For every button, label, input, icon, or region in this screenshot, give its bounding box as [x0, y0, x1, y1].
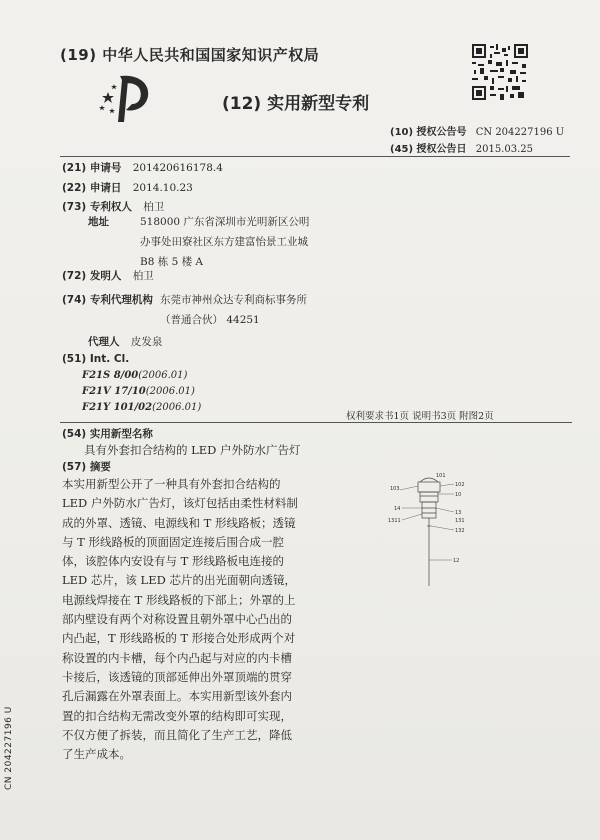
address-label: 地址	[88, 216, 109, 228]
agency: 东莞市神州众达专利商标事务所（普通合伙） 44251	[160, 294, 307, 326]
filing-date-row	[62, 180, 193, 195]
drawing-label: 103	[390, 486, 400, 492]
drawing-label: 13	[455, 510, 462, 516]
drawing-label: 131	[455, 518, 465, 524]
agent-row	[88, 334, 162, 349]
lamp-drawing	[380, 468, 480, 588]
ipc-label: (51) Int. Cl.	[62, 353, 130, 365]
ipc-year: (2006.01)	[152, 402, 202, 413]
document-type-title: (12) 实用新型专利	[222, 94, 370, 114]
grant-number-label: (10) 授权公告号	[390, 127, 467, 138]
page-counts: 权利要求书1页 说明书3页 附图2页	[346, 411, 494, 422]
filing-date-label: (22) 申请日	[62, 182, 122, 194]
office-name: (19) 中华人民共和国国家知识产权局	[60, 46, 320, 64]
agent: 皮发泉	[130, 336, 163, 348]
drawing-label: 14	[394, 506, 401, 512]
grant-date-row	[390, 140, 533, 155]
drawing-label: 10	[455, 492, 462, 498]
abstract-text: 本实用新型公开了一种具有外套扣合结构的 LED 户外防水广告灯，该灯包括由柔性材料制成的外罩、透镜、电源线和 T 形线路板；透镜与 T 形线路板的顶面固定连接后围合成一腔体，该腔体内安设有与 T 形线路板电连接的 LED 芯片，该 LED 芯片的出光面朝向透镜，电源线焊接在 T 形线路板的下部上；外罩的上部内壁设有两个对称设置且朝外罩中心凸出的内凸起，T 形线路板的 T 形接合处形成两个对称设置的内卡槽，每个内凸起与对应的内卡槽卡接后，该透镜的顶部延伸出外罩顶端的贯穿孔后漏露在外罩表面上。本实用新型该外套内置的扣合结构无需改变外罩的结构即可实现，不仅方便了拆装，而且简化了生产工艺，降低了生产成本。	[62, 477, 298, 762]
patentee-label: (73) 专利权人	[62, 201, 132, 213]
abstract-label: (57) 摘要	[62, 461, 111, 473]
application-number-label: (21) 申请号	[62, 162, 122, 174]
grant-date: 2015.03.25	[475, 144, 533, 155]
title-label: (54) 实用新型名称	[62, 428, 153, 440]
inventor: 柏卫	[132, 270, 154, 282]
sipo-logo-icon	[98, 72, 156, 124]
ipc-code: F21S 8/00	[82, 370, 139, 381]
ipc-row	[82, 402, 201, 413]
grant-date-label: (45) 授权公告日	[390, 144, 467, 155]
drawing-label: 132	[455, 528, 465, 534]
ipc-row	[82, 370, 187, 381]
filing-date: 2014.10.23	[132, 182, 193, 194]
header-divider	[60, 156, 570, 157]
application-number-row	[62, 160, 223, 175]
grant-number: CN 204227196 U	[475, 127, 565, 138]
application-number: 201420616178.4	[132, 162, 223, 174]
inventor-row	[62, 268, 154, 283]
grant-number-row	[390, 123, 564, 138]
ipc-code: F21Y 101/02	[82, 402, 153, 413]
ipc-row	[82, 386, 195, 397]
patentee: 柏卫	[143, 201, 165, 213]
section-divider	[60, 422, 572, 423]
drawing-label: 101	[436, 473, 446, 479]
address: 518000 广东省深圳市光明新区公明办事处田寮社区东方建富怡景工业城 B8 栋 5 楼 A	[140, 216, 310, 268]
drawing-label: 12	[453, 558, 460, 564]
qr-code	[472, 44, 528, 100]
ipc-year: (2006.01)	[138, 370, 188, 381]
agency-label: (74) 专利代理机构	[62, 294, 153, 306]
ipc-year: (2006.01)	[145, 386, 195, 397]
drawing-label: 102	[455, 482, 465, 488]
ipc-code: F21V 17/10	[82, 386, 146, 397]
agent-label: 代理人	[88, 336, 120, 348]
side-publication-stamp: CN 204227196 U	[4, 706, 14, 790]
drawing-label: 1311	[388, 518, 401, 524]
inventor-label: (72) 发明人	[62, 270, 122, 282]
utility-model-title: 具有外套扣合结构的 LED 户外防水广告灯	[84, 443, 301, 457]
